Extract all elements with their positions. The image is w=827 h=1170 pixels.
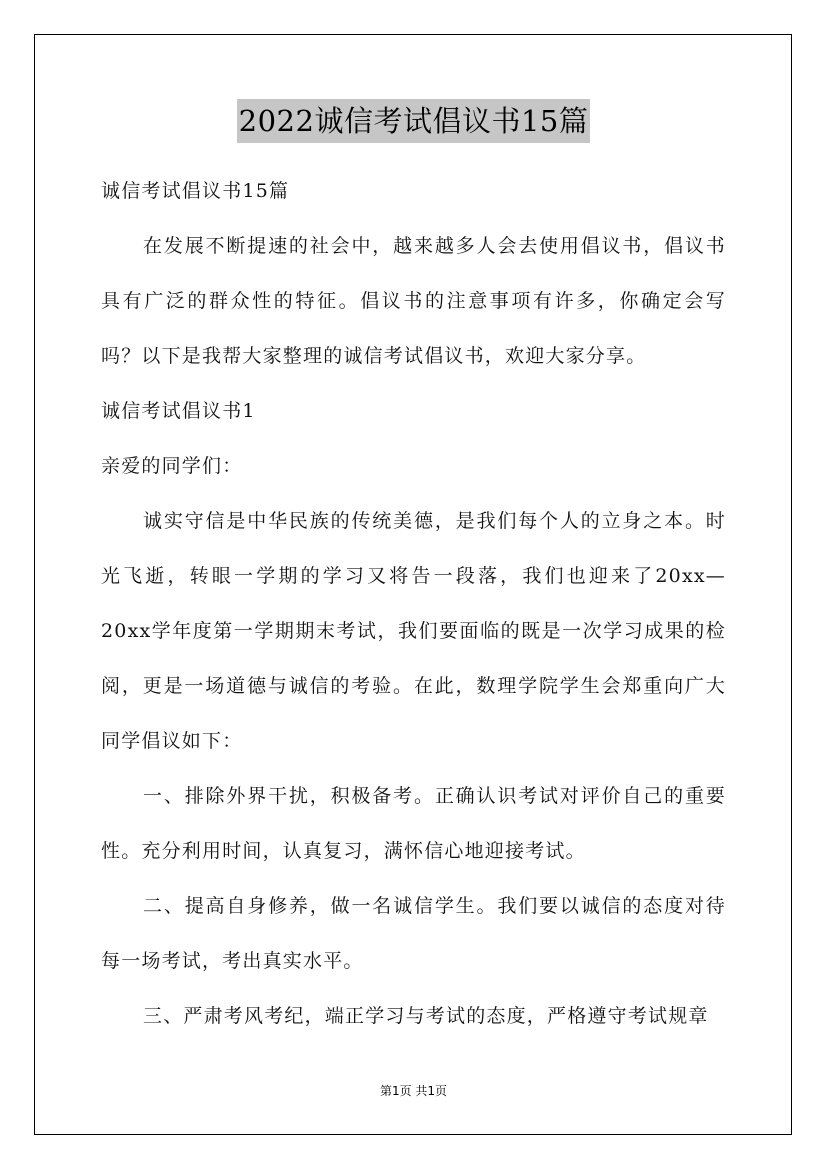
page-footer: 第1页 共1页 (379, 1084, 448, 1098)
body-paragraph: 诚实守信是中华民族的传统美德，是我们每个人的立身之本。时光飞逝，转眼一学期的学习又将告一段落，我们也迎来了20xx—20xx学年度第一学期期末考试，我们要面临的既是一次学习成果的检阅，更是一场道德与诚信的考验。在此，数理学院学生会郑重向广大同学倡议如下： (101, 510, 726, 752)
intro-paragraph: 在发展不断提速的社会中，越来越多人会去使用倡议书，倡议书具有广泛的群众性的特征。倡议书的注意事项有许多，你确定会写吗？以下是我帮大家整理的诚信考试倡议书，欢迎大家分享。 (101, 235, 726, 367)
proposal-item-2: 二、提高自身修养，做一名诚信学生。我们要以诚信的态度对待每一场考试，考出真实水平。 (101, 895, 726, 972)
proposal-item-1: 一、排除外界干扰，积极备考。正确认识考试对评价自己的重要性。充分利用时间，认真复习，满怀信心地迎接考试。 (101, 785, 726, 862)
section-heading: 诚信考试倡议书1 (101, 400, 256, 422)
document-body (101, 164, 726, 1044)
document-title: 2022诚信考试倡议书15篇 (237, 99, 591, 143)
title-container (0, 99, 827, 143)
salutation: 亲爱的同学们： (101, 455, 243, 477)
document-subtitle: 诚信考试倡议书15篇 (101, 180, 290, 202)
proposal-item-3: 三、严肃考风考纪，端正学习与考试的态度，严格遵守考试规章 (143, 1005, 709, 1027)
